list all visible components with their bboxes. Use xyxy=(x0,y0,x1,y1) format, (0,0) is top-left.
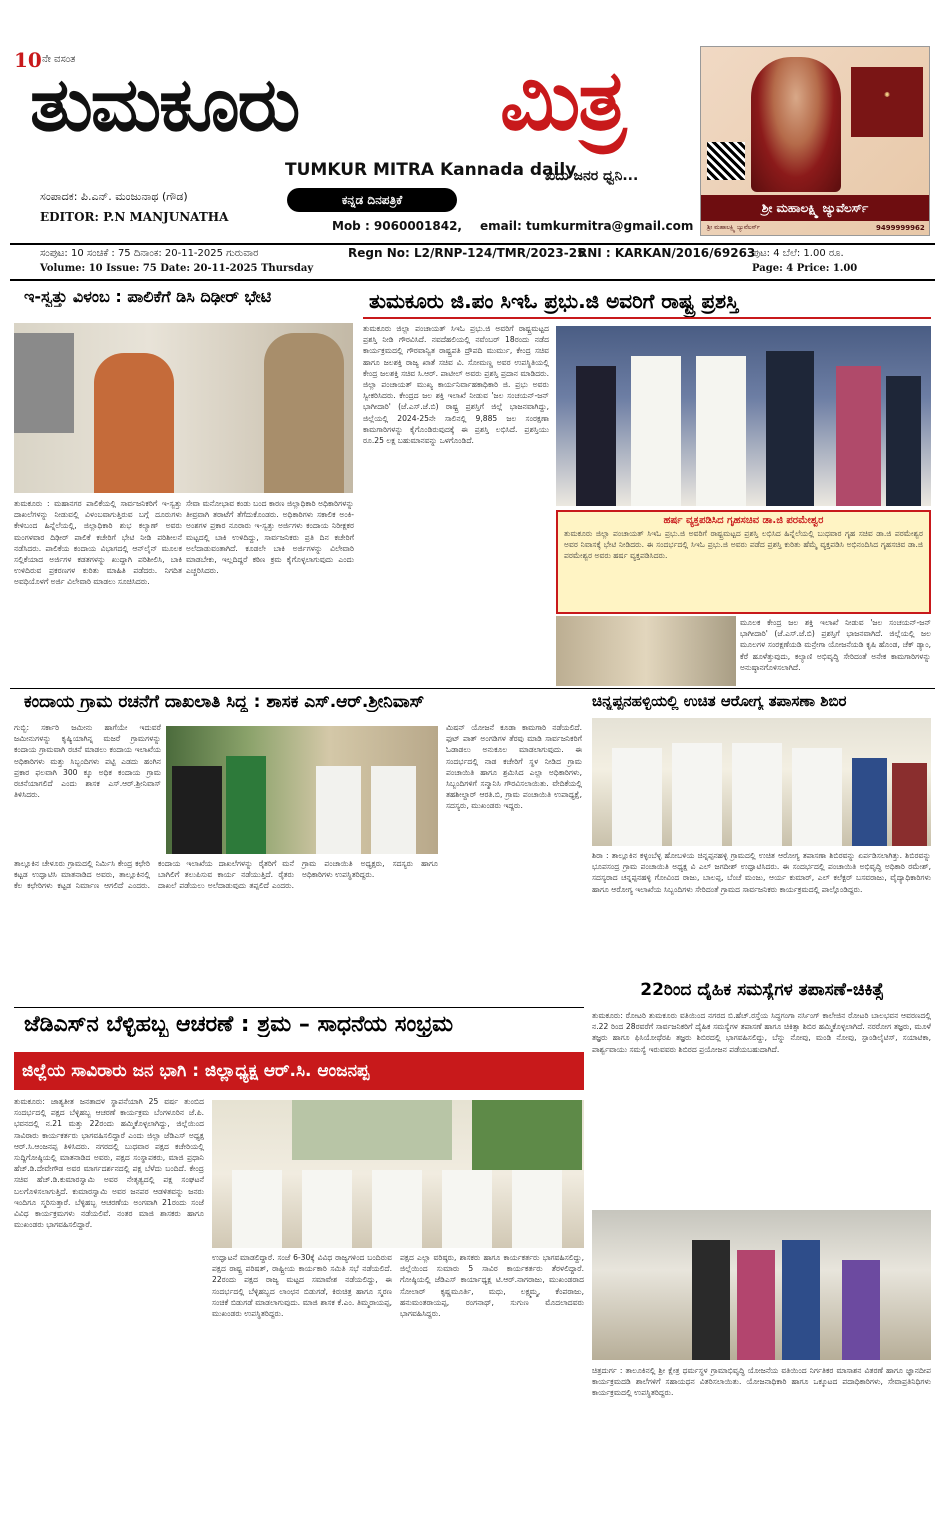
daily-badge: ಕನ್ನಡ ದಿನಪತ್ರಿಕೆ xyxy=(287,188,457,212)
headline-jds-silver-jubilee[interactable]: ಜೆಡಿಎಸ್‌ನ ಬೆಳ್ಳಿಹಬ್ಬ ಆಚರಣೆ : ಶ್ರಮ – ಸಾಧನೆಯ ಸಂಭ್ರಮ xyxy=(24,1012,454,1037)
headline-e-swathu[interactable]: ಇ-ಸ್ವತ್ತು ವಿಳಂಬ : ಪಾಲಿಕೆಗೆ ಡಿಸಿ ದಿಢೀರ್ ಭೇಟಿ xyxy=(24,287,272,306)
article-revenue-col1: ಗುಬ್ಬಿ: ಸರ್ಕಾರಿ ಜಮೀನು ಹಾಗೆಯೇ ಇದುವರೆ ಜಮೀನುಗಳನ್ನು ಕೃಷ್ಯಿಯಾಗಿನ್ನ ಮಜರೆ ಗ್ರಾಮಗಳನ್ನು ಕಂದಾಯ ಗ್ರಾಮವಾಗಿ ರಚನೆ ಮಾಡಲು ಕಂದಾಯ ಇಲಾಖೆಯ ಅಧಿಕಾರಿಗಳು ಮತ್ತು ಸಿಬ್ಬಂದಿಗಳು ಪಟ್ಟಿ ಎಡದು ಹಂಗಿನ ಪ್ರಕಾರ ಫಲವಾಗಿ 300 ಕ್ಕೂ ಅಧಿಕ ಕಂದಾಯ ಗ್ರಾಮ ರಚನೆಯಾಗಲಿದೆ ಎಂದು ಶಾಸಕ ಎಸ್.ಆರ್.ಶ್ರೀನಿವಾಸ್ ತಿಳಿಸಿದರು. xyxy=(14,723,161,800)
article-checkup-body2: ಚಿತ್ರದುರ್ಗ : ತಾಲೂಕಿನಲ್ಲಿ ಶ್ರೀ ಕ್ಷೇತ್ರ ಧರ್ಮಸ್ಥಳ ಗ್ರಾಮಾಭಿವೃದ್ಧಿ ಯೋಜನೆಯ ವತಿಯಿಂದ ನಿರ್ಗತಿಕರ ಮಾಸಾಶನ ವಿತರಣೆ ಹಾಗೂ ಜ್ಞಾನದೀಪ ಕಾರ್ಯಕ್ರಮದಡಿ ಶಾಲೆಗಳಿಗೆ ಸಹಾಯಧನ ವಿತರಿಸಲಾಯಿತು. ಯೋಜನಾಧಿಕಾರಿ ಹಾಗೂ ಒಕ್ಕೂಟದ ಪದಾಧಿಕಾರಿಗಳು, ಸೇವಾಪ್ರತಿನಿಧಿಗಳು ಕಾರ್ಯಕ್ರಮದಲ್ಲಿ ಉಪಸ್ಥಿತರಿದ್ದರು. xyxy=(592,1366,931,1398)
inset-home-minister xyxy=(556,510,931,614)
article-award-col3: ಮೂಲಕ ಕೇಂದ್ರ ಜಲ ಶಕ್ತಿ ಇಲಾಖೆ ನೀಡುವ 'ಜಲ ಸಂಚಯನ್-ಜನ್ ಭಾಗೀದಾರಿ' (ಜೆ.ಎಸ್.ಜೆ.ಬಿ) ಪ್ರಶಸ್ತಿಗೆ ಭಾಜನವಾಗಿದೆ. ಜಿಲ್ಲೆಯಲ್ಲಿ ಜಲ ಮೂಲಗಳ ಸಂರಕ್ಷಣೆಯಡಿ ಮನ್ರೇಗಾ ಯೋಜನೆಯಡಿ ಕೃಷಿ ಹೊಂಡ, ಚೆಕ್ ಡ್ಯಾಂ, ಕೆರೆ ಹೂಳೆತ್ತುವುದು, ಕಲ್ಯಾಣಿ ಅಭಿವೃದ್ಧಿ ಸೇರಿದಂತೆ ಅನೇಕ ಕಾಮಗಾರಿಗಳನ್ನು ಅನುಷ್ಠಾನಗೊಳಿಸಲಾಗಿದೆ. xyxy=(740,618,931,672)
article-jds-col1: ತುಮಕೂರು: ಜಾತ್ಯತೀತ ಜನತಾದಳ ಸ್ಥಾಪನೆಯಾಗಿ 25 ವರ್ಷ ತುಂಬಿದ ಸಂದರ್ಭದಲ್ಲಿ ಪಕ್ಷದ ಬೆಳ್ಳಿಹಬ್ಬ ಆಚರಣೆ ಕಾರ್ಯಕ್ರಮ ಬೆಂಗಳೂರಿನ ಜೆ.ಪಿ. ಭವನದಲ್ಲಿ ನ.21 ಮತ್ತು 22ರಂದು ಹಮ್ಮಿಕೊಳ್ಳಲಾಗಿದ್ದು, ಜಿಲ್ಲೆಯಿಂದ ಸಾವಿರಾರು ಕಾರ್ಯಕರ್ತರು ಭಾಗವಹಿಸಲಿದ್ದಾರೆ ಎಂದು ಜಿಲ್ಲಾ ಜೆಡಿಎಸ್ ಅಧ್ಯಕ್ಷ ಆರ್.ಸಿ.ಆಂಜನಪ್ಪ ತಿಳಿಸಿದರು. ನಗರದಲ್ಲಿ ಬುಧವಾರ ಪಕ್ಷದ ಕಚೇರಿಯಲ್ಲಿ ಸುದ್ದಿಗೋಷ್ಠಿಯಲ್ಲಿ ಮಾತನಾಡಿದ ಅವರು, ಪಕ್ಷದ ಸಂಸ್ಥಾಪಕರು, ಮಾಜಿ ಪ್ರಧಾನಿ ಹೆಚ್.ಡಿ.ದೇವೇಗೌಡ ಅವರ ಮಾರ್ಗದರ್ಶನದಲ್ಲಿ ಪಕ್ಷ ಬೆಳೆದು ಬಂದಿದೆ. ಕೇಂದ್ರ ಸಚಿವ ಹೆಚ್.ಡಿ.ಕುಮಾರಸ್ವಾಮಿ ಅವರ ನೇತೃತ್ವದಲ್ಲಿ ಪಕ್ಷ ಸಂಘಟನೆ ಬಲಗೊಳಿಸಲಾಗುತ್ತಿದೆ. ಕುಮಾರಸ್ವಾಮಿ ಅವರ ಜನಪರ ಆಡಳಿತವನ್ನು ಜನರು ಇಂದಿಗೂ ಸ್ಮರಿಸುತ್ತಾರೆ. ಬೆಳ್ಳಿಹಬ್ಬ ಆಚರಣೆಯ ಅಂಗವಾಗಿ 21ರಂದು ಸಂಜೆ ವಿವಿಧ ಕಾರ್ಯಕ್ರಮಗಳು ನಡೆಯಲಿವೆ. ನಂತರ ಮಾಜಿ ಶಾಸಕರು ಹಾಗೂ ಮುಖಂಡರು ಭಾಗವಹಿಸಲಿದ್ದಾರೆ. xyxy=(14,1097,204,1230)
photo-office-inauguration xyxy=(166,726,438,854)
editor-kn: ಸಂಪಾದಕ: ಪಿ.ಎನ್. ಮಂಜುನಾಥ (ಗೌಡ) xyxy=(40,190,188,203)
headline-physical-checkup[interactable]: 22ರಿಂದ ದೈಹಿಕ ಸಮಸ್ಯೆಗಳ ತಪಾಸಣೆ-ಚಿಕಿತ್ಸೆ xyxy=(640,980,884,1000)
section-rule-2 xyxy=(14,1007,584,1008)
regn-number: Regn No: L2/RNP-124/TMR/2023-25 xyxy=(348,246,586,260)
model-photo xyxy=(751,57,841,192)
section-rule-1 xyxy=(10,688,935,689)
article-jds-col2: ಉದ್ಘಾಟನೆ ಮಾಡಲಿದ್ದಾರೆ. ಸಂಜೆ 6-30ಕ್ಕೆ ವಿವಿಧ ರಾಜ್ಯಗಳಿಂದ ಬಂದಿರುವ ಪಕ್ಷದ ರಾಷ್ಟ್ರ ಪರಿಷತ್, ರಾಷ್ಟ್ರೀಯ ಕಾರ್ಯಕಾರಿ ಸಮಿತಿ ಸಭೆ ನಡೆಯಲಿದೆ. 22ರಂದು ಪಕ್ಷದ ರಾಜ್ಯ ಮಟ್ಟದ ಸಮಾವೇಶ ನಡೆಯಲಿದ್ದು, ಈ ಸಂದರ್ಭದಲ್ಲಿ ಬೆಳ್ಳಿಹಬ್ಬದ ಲಾಂಛನ ಬಿಡುಗಡೆ, ಕಿರುಚಿತ್ರ ಹಾಗೂ ಸ್ಮರಣ ಸಂಚಿಕೆ ಬಿಡುಗಡೆ ಮಾಡಲಾಗುವುದು. ಮಾಜಿ ಶಾಸಕ ಕೆ.ಎಂ. ತಿಮ್ಮರಾಯಪ್ಪ, ಮುಖಂಡರು ಉಪಸ್ಥಿತರಿದ್ದರು. xyxy=(212,1253,392,1319)
article-health-camp-body: ಶಿರಾ : ತಾಲ್ಲೂಕಿನ ಕಳ್ಳಂಬೆಳ್ಳ ಹೋಬಳಿಯ ಚಿನ್ನಪ್ಪನಹಳ್ಳಿ ಗ್ರಾಮದಲ್ಲಿ ಉಚಿತ ಆರೋಗ್ಯ ತಪಾಸಣಾ ಶಿಬಿರವನ್ನು ಏರ್ಪಡಿಸಲಾಗಿತ್ತು. ಶಿಬಿರವನ್ನು ಭೂಪಸಂದ್ರ ಗ್ರಾಮ ಪಂಚಾಯಿತಿ ಅಧ್ಯಕ್ಷ ವಿ ಎಲ್ ಜಗದೀಶ್ ಉದ್ಘಾಟಿಸಿದರು. ಈ ಸಂದರ್ಭದಲ್ಲಿ ಪಂಚಾಯಿತಿ ಅಭಿವೃದ್ಧಿ ಅಧಿಕಾರಿ ರಮೇಶ್, ಸದಸ್ಯರಾದ ಚನ್ನಪ್ಪನಹಳ್ಳಿ ಗೋವಿಂದ ರಾಜು, ಬಾಲಪ್ಪ, ಬೆಂಚೆ ಮಂಜು, ಆರ್ಯ ಕುಮಾರ್, ಎಲ್ ಕಲೆಕ್ಟರ್ ಬಸವರಾಜು, ವೈದ್ಯಾಧಿಕಾರಿಗಳು ಹಾಗೂ ಆರೋಗ್ಯ ಇಲಾಖೆಯ ಸಿಬ್ಬಂದಿಗಳು ಸೇರಿದಂತೆ ಗ್ರಾಮದ ಸಾರ್ವಜನಿಕರು ಕಾರ್ಯಕ್ರಮದಲ್ಲಿ ಪಾಲ್ಗೊಂಡಿದ್ದರು. xyxy=(592,851,931,894)
article-checkup-body: ತುಮಕೂರು: ರೋಟರಿ ತುಮಕೂರು ವತಿಯಿಂದ ನಗರದ ಬಿ.ಹೆಚ್.ರಸ್ತೆಯ ಸಿದ್ಧಗಂಗಾ ನರ್ಸಿಂಗ್ ಕಾಲೇಜಿನ ರೋಟರಿ ಬಾಲಭವನ ಆವರಣದಲ್ಲಿ ನ.22 ರಿಂದ 28ರವರೆಗೆ ಸಾರ್ವಜನಿಕರಿಗೆ ದೈಹಿಕ ಸಮಸ್ಯೆಗಳ ತಪಾಸಣೆ ಹಾಗೂ ಚಿಕಿತ್ಸಾ ಶಿಬಿರ ಹಮ್ಮಿಕೊಳ್ಳಲಾಗಿದೆ. ನರರೋಗ ತಜ್ಞರು, ಮೂಳೆ ತಜ್ಞರು ಹಾಗೂ ಫಿಸಿಯೋಥೆರಪಿ ತಜ್ಞರು ಶಿಬಿರದಲ್ಲಿ ಭಾಗವಹಿಸಲಿದ್ದು, ಬೆನ್ನು ನೋವು, ಮಂಡಿ ನೋವು, ಸ್ಪಾಂಡಿಲೈಟಿಸ್, ಸಯಾಟಿಕಾ, ಪಾರ್ಶ್ವವಾಯು ಸಮಸ್ಯೆ ಇರುವವರು ಶಿಬಿರದ ಪ್ರಯೋಜನ ಪಡೆಯಬಹುದಾಗಿದೆ. xyxy=(592,1011,931,1054)
info-kn-left: ಸಂಪುಟ: 10 ಸಂಚಿಕೆ : 75 ದಿನಾಂಕ: 20-11-2025 ಗುರುವಾರ xyxy=(40,248,259,259)
jewellery-advertisement[interactable] xyxy=(700,46,930,236)
qr-code-icon xyxy=(707,142,745,180)
photo-jds-press-meet xyxy=(212,1100,584,1248)
info-rule-bottom xyxy=(10,279,935,281)
info-rule-top xyxy=(10,243,935,245)
mobile-number: Mob : 9060001842, xyxy=(332,219,462,233)
info-kn-right: ಪುಟ: 4 ಬೆಲೆ: 1.00 ರೂ. xyxy=(752,248,844,259)
article-award-col1: ತುಮಕೂರು ಜಿಲ್ಲಾ ಪಂಚಾಯತ್ ಸಿಇಓ ಪ್ರಭು.ಜಿ ಅವರಿಗೆ ರಾಷ್ಟ್ರಮಟ್ಟದ ಪ್ರಶಸ್ತಿ ನೀಡಿ ಗೌರವಿಸಿದೆ. ನವದೆಹಲಿಯಲ್ಲಿ ನವೆಂಬರ್ 18ರಂದು ನಡೆದ ಕಾರ್ಯಕ್ರಮದಲ್ಲಿ ಗೌರವಾನ್ವಿತ ರಾಷ್ಟ್ರಪತಿ ದ್ರೌಪದಿ ಮುರ್ಮು, ಕೇಂದ್ರ ಸಚಿವ ಹಾಗೂ ಜಲಶಕ್ತಿ ರಾಜ್ಯ ಖಾತೆ ಸಚಿವ ವಿ. ಸೋಮಣ್ಣ ಅವರ ಉಪಸ್ಥಿತಿಯಲ್ಲಿ ಕೇಂದ್ರ ಜಲಶಕ್ತಿ ಸಚಿವ ಸಿ.ಆರ್. ಪಾಟೀಲ್ ಅವರು ಪ್ರಶಸ್ತಿ ಪ್ರದಾನ ಮಾಡಿದರು. ಜಿಲ್ಲಾ ಪಂಚಾಯತ್ ಮುಖ್ಯ ಕಾರ್ಯನಿರ್ವಾಹಕಾಧಿಕಾರಿ ಜಿ. ಪ್ರಭು ಅವರು ಸ್ವೀಕರಿಸಿದರು. ಕೇಂದ್ರದ ಜಲ ಶಕ್ತಿ ಇಲಾಖೆ ನೀಡುವ 'ಜಲ ಸಂಚಯನ್-ಜನ್ ಭಾಗೀದಾರಿ' (ಜೆ.ಎಸ್.ಜೆ.ಬಿ) ರಾಷ್ಟ್ರ ಪ್ರಶಸ್ತಿಗೆ ಜಿಲ್ಲೆ ಭಾಜನವಾಗಿದ್ದು, ಜಿಲ್ಲೆಯಲ್ಲಿ 2024-25ನೇ ಸಾಲಿನಲ್ಲಿ 9,885 ಜಲ ಸಂರಕ್ಷಣಾ ಕಾಮಗಾರಿಗಳನ್ನು ಕೈಗೊಂಡಿರುವುದಕ್ಕೆ ಈ ಪ್ರಶಸ್ತಿ ಲಭಿಸಿದೆ. ಪ್ರಶಸ್ತಿಯು ರೂ.25 ಲಕ್ಷ ಬಹುಮಾನವನ್ನು ಒಳಗೊಂಡಿದೆ. xyxy=(363,324,549,446)
article-e-swathu-col1: ತುಮಕೂರು : ಮಹಾನಗರ ಪಾಲಿಕೆಯಲ್ಲಿ ಸಾರ್ವಜನಿಕರಿಗೆ ಇ-ಸ್ವತ್ತು ದಾಖಲೆಗಳನ್ನು ನೀಡುವಲ್ಲಿ ವಿಳಂಬವಾಗುತ್ತಿರುವ ಬಗ್ಗೆ ದೂರುಗಳು ಕೇಳಿಬಂದ ಹಿನ್ನೆಲೆಯಲ್ಲಿ, ಜಿಲ್ಲಾಧಿಕಾರಿ ಶುಭ ಕಲ್ಯಾಣ್ ಅವರು ಮಂಗಳವಾರ ದಿಢೀರ್ ಪಾಲಿಕೆ ಕಚೇರಿಗೆ ಭೇಟಿ ನೀಡಿ ಪರಿಶೀಲನೆ ನಡೆಸಿದರು. ಪಾಲಿಕೆಯ ಕಂದಾಯ ವಿಭಾಗದಲ್ಲಿ ಆನ್‌ಲೈನ್ ಮೂಲಕ ಸಲ್ಲಿಕೆಯಾದ ಅರ್ಜಿಗಳ ಕಡತಗಳನ್ನು ಖುದ್ದಾಗಿ ಪರಿಶೀಲಿಸಿ, ಬಾಕಿ ಉಳಿದಿರುವ ಪ್ರಕರಣಗಳ ಕುರಿತು ಮಾಹಿತಿ ಪಡೆದರು. ನಿಗದಿತ ಅವಧಿಯೊಳಗೆ ಅರ್ಜಿ ವಿಲೇವಾರಿ ಮಾಡಲು ಸೂಚಿಸಿದರು. xyxy=(14,499,182,587)
info-en-right: Page: 4 Price: 1.00 xyxy=(752,263,858,274)
tagline: ಖದು ಜನರ ಧ್ವನಿ... xyxy=(545,168,639,184)
article-e-swathu-col2: ಸೇವಾ ಮನೋಭಾವ ಕಂಡು ಬಂದ ಕಾರಣ ಜಿಲ್ಲಾಧಿಕಾರಿ ಅಧಿಕಾರಿಗಳನ್ನು ತೀವ್ರವಾಗಿ ತರಾಟೆಗೆ ತೆಗೆದುಕೊಂಡರು. ಅಧಿಕಾರಿಗಳು ಸಕಾಲಿಕ ಅಂಕಿ-ಅಂಶಗಳ ಪ್ರಕಾರ ನೂರಾರು ಇ-ಸ್ವತ್ತು ಅರ್ಜಿಗಳು ಕಂದಾಯ ನಿರೀಕ್ಷಕರ ಮಟ್ಟದಲ್ಲಿ ಬಾಕಿ ಉಳಿದಿದ್ದು, ಸಾರ್ವಜನಿಕರು ಪ್ರತಿ ದಿನ ಕಚೇರಿಗೆ ಅಲೆದಾಡುವಂತಾಗಿದೆ. ಕೂಡಲೇ ಬಾಕಿ ಅರ್ಜಿಗಳನ್ನು ವಿಲೇವಾರಿ ಮಾಡಬೇಕು, ಇಲ್ಲದಿದ್ದರೆ ಕಠಿಣ ಕ್ರಮ ಕೈಗೊಳ್ಳಲಾಗುವುದು ಎಂದು ಎಚ್ಚರಿಸಿದರು. xyxy=(186,499,354,576)
article-jds-col3: ಪಕ್ಷದ ಎಲ್ಲಾ ವರಿಷ್ಠರು, ಶಾಸಕರು ಹಾಗೂ ಕಾರ್ಯಕರ್ತರು ಭಾಗವಹಿಸಲಿದ್ದು, ಜಿಲ್ಲೆಯಿಂದ ಸುಮಾರು 5 ಸಾವಿರ ಕಾರ್ಯಕರ್ತರು ತೆರಳಲಿದ್ದಾರೆ. ಗೋಷ್ಠಿಯಲ್ಲಿ ಜೆಡಿಎಸ್ ಕಾರ್ಯಾಧ್ಯಕ್ಷ ಟಿ.ಆರ್.ನಾಗರಾಜು, ಮುಖಂಡರಾದ ಸೋಲಾರ್ ಕೃಷ್ಣಮೂರ್ತಿ, ಮಧು, ಲಕ್ಷ್ಮಮ್ಮ, ಕೆಂಪರಾಜು, ಹನುಮಂತರಾಯಪ್ಪ, ರಂಗನಾಥ್, ಸುಗುಣ ಮೊದಲಾದವರು ಭಾಗವಹಿಸಿದ್ದರು. xyxy=(400,1253,584,1319)
article-revenue-col2: ತಾಲ್ಲೂಕಿನ ಚೇಳೂರು ಗ್ರಾಮದಲ್ಲಿ ನಿರ್ಮಿಸಿ ಕೇಂದ್ರ ಕಛೇರಿ ಕಟ್ಟಡ ಉದ್ಘಾಟಿಸಿ ಮಾತನಾಡಿದ ಅವರು, ತಾಲ್ಲೂಕಿನಲ್ಲಿ ಕೆಲ ಕಛೇರಿಗಳು ಕಟ್ಟಡ ನಿರ್ಮಾಣ ಆಗಲಿದೆ ಎಂದರು. ಕಂದಾಯ ಇಲಾಖೆಯ ದಾಖಲೆಗಳನ್ನು ರೈತರಿಗೆ ಮನೆ ಬಾಗಿಲಿಗೆ ತಲುಪಿಸುವ ಕಾರ್ಯ ನಡೆಯುತ್ತಿದೆ. ರೈತರು ದಾಖಲೆ ಪಡೆಯಲು ಅಲೆದಾಡುವುದು ತಪ್ಪಲಿದೆ ಎಂದರು. ಗ್ರಾಮ ಪಂಚಾಯಿತಿ ಅಧ್ಯಕ್ಷರು, ಸದಸ್ಯರು ಹಾಗೂ ಅಧಿಕಾರಿಗಳು ಉಪಸ್ಥಿತರಿದ್ದರು. xyxy=(14,859,438,891)
inset-body: ತುಮಕೂರು ಜಿಲ್ಲಾ ಪಂಚಾಯತ್ ಸಿಇಓ ಪ್ರಭು.ಜಿ ಅವರಿಗೆ ರಾಷ್ಟ್ರಮಟ್ಟದ ಪ್ರಶಸ್ತಿ ಲಭಿಸಿದ ಹಿನ್ನೆಲೆಯಲ್ಲಿ ಬುಧವಾರ ಗೃಹ ಸಚಿವ ಡಾ.ಜಿ ಪರಮೇಶ್ವರ ಅವರ ನಿವಾಸಕ್ಕೆ ಭೇಟಿ ನೀಡಿದರು. ಈ ಸಂದರ್ಭದಲ್ಲಿ ಸಿಇಓ ಪ್ರಭು.ಜಿ ಅವರು ಪಡೆದ ಪ್ರಶಸ್ತಿ ಕುರಿತು ಹೆಮ್ಮೆ ವ್ಯಕ್ತಪಡಿಸಿ ಅಭಿನಂದಿಸಿದ ಗೃಹಸಚಿವ ಡಾ.ಜಿ ಪರಮೇಶ್ವರ ಅವರು ಹರ್ಷ ವ್ಯಕ್ತಪಡಿಸಿದರು. xyxy=(564,529,923,561)
photo-cheque-distribution xyxy=(592,1210,931,1360)
peacock-crown-icon: ✺ xyxy=(851,67,923,137)
photo-dc-visit xyxy=(14,323,353,493)
headline-health-camp[interactable]: ಚಿನ್ನಪ್ಪನಹಳ್ಳಿಯಲ್ಲಿ ಉಚಿತ ಆರೋಗ್ಯ ತಪಾಸಣಾ ಶಿಬಿರ xyxy=(592,692,847,710)
ad-brand-small: ಶ್ರೀ ಮಹಾಲಕ್ಷ್ಮಿ ಜ್ಯುವೆಲರ್ಸ್ xyxy=(707,224,760,231)
headline-revenue-village[interactable]: ಕಂದಾಯ ಗ್ರಾಮ ರಚನೆಗೆ ದಾಖಲಾತಿ ಸಿದ್ದ : ಶಾಸಕ ಎಸ್.ಆರ್.ಶ್ರೀನಿವಾಸ್ xyxy=(24,692,425,712)
photo-award-ceremony xyxy=(556,326,931,506)
article-revenue-col3: ಮಿಷನ್ ಯೋಜನೆ ಕೂಡಾ ಕಾಮಗಾರಿ ನಡೆಯಲಿದೆ. ಫುಟ್ ಪಾತ್ ಅಂಗಡಿಗಳ ತೆರವು ಮಾಡಿ ಸಾರ್ವಜನಿಕರಿಗೆ ಓಡಾಡಲು ಅನುಕೂಲ ಮಾಡಲಾಗುವುದು. ಈ ಸಂದರ್ಭದಲ್ಲಿ ನಾಡ ಕಚೇರಿಗೆ ಸ್ಥಳ ನೀಡಿದ ಗ್ರಾಮ ಪಂಚಾಯಿತಿ ಹಾಗೂ ಶ್ರಮಿಸಿದ ಎಲ್ಲಾ ಅಧಿಕಾರಿಗಳು, ಸಿಬ್ಬಂದಿಗಳಿಗೆ ಸನ್ಮಾನಿಸಿ ಗೌರವಿಸಲಾಯಿತು. ವೇದಿಕೆಯಲ್ಲಿ ತಹಶೀಲ್ದಾರ್ ಆರತಿ.ಬಿ, ಗ್ರಾಮ ಪಂಚಾಯಿತಿ ಉಪಾಧ್ಯಕ್ಷೆ, ಸದಸ್ಯರು, ಮುಖಂಡರು ಇದ್ದರು. xyxy=(446,723,582,811)
edition-suffix: ನೇ ವಸಂತ xyxy=(42,54,76,65)
ad-phone: 9499999962 xyxy=(876,224,925,232)
english-name: TUMKUR MITRA Kannada daily xyxy=(285,160,577,180)
inset-title: ಹರ್ಷ ವ್ಯಕ್ತಪಡಿಸಿದ ಗೃಹಸಚಿವ ಡಾ.ಜಿ ಪರಮೇಶ್ವರ xyxy=(663,515,824,526)
editor-en: EDITOR: P.N MANJUNATHA xyxy=(40,210,229,224)
email-address: email: tumkurmitra@gmail.com xyxy=(480,219,694,233)
subhead-jds[interactable]: ಜಿಲ್ಲೆಯ ಸಾವಿರಾರು ಜನ ಭಾಗಿ : ಜಿಲ್ಲಾಧ್ಯಕ್ಷ ಆರ್.ಸಿ. ಆಂಜನಪ್ಪ xyxy=(14,1052,584,1090)
photo-minister-meeting xyxy=(556,616,736,686)
info-en-left: Volume: 10 Issue: 75 Date: 20-11-2025 Thursday xyxy=(40,263,314,274)
ad-brand: ಶ್ರೀ ಮಹಾಲಕ್ಷ್ಮಿ ಜ್ಯುವೆಲರ್ಸ್ xyxy=(701,195,929,221)
masthead-title-part2: ಮಿತ್ರ xyxy=(500,51,625,149)
masthead-title-part1: ತುಮಕೂರು xyxy=(30,62,299,148)
photo-health-camp xyxy=(592,718,931,846)
headline-national-award[interactable]: ತುಮಕೂರು ಜಿ.ಪಂ ಸಿಇಓ ಪ್ರಭು.ಜಿ ಅವರಿಗೆ ರಾಷ್ಟ್ರ ಪ್ರಶಸ್ತಿ xyxy=(363,287,931,319)
edition-number: 10 xyxy=(14,48,42,72)
rni-number: RNI : KARKAN/2016/69263 xyxy=(578,246,756,260)
